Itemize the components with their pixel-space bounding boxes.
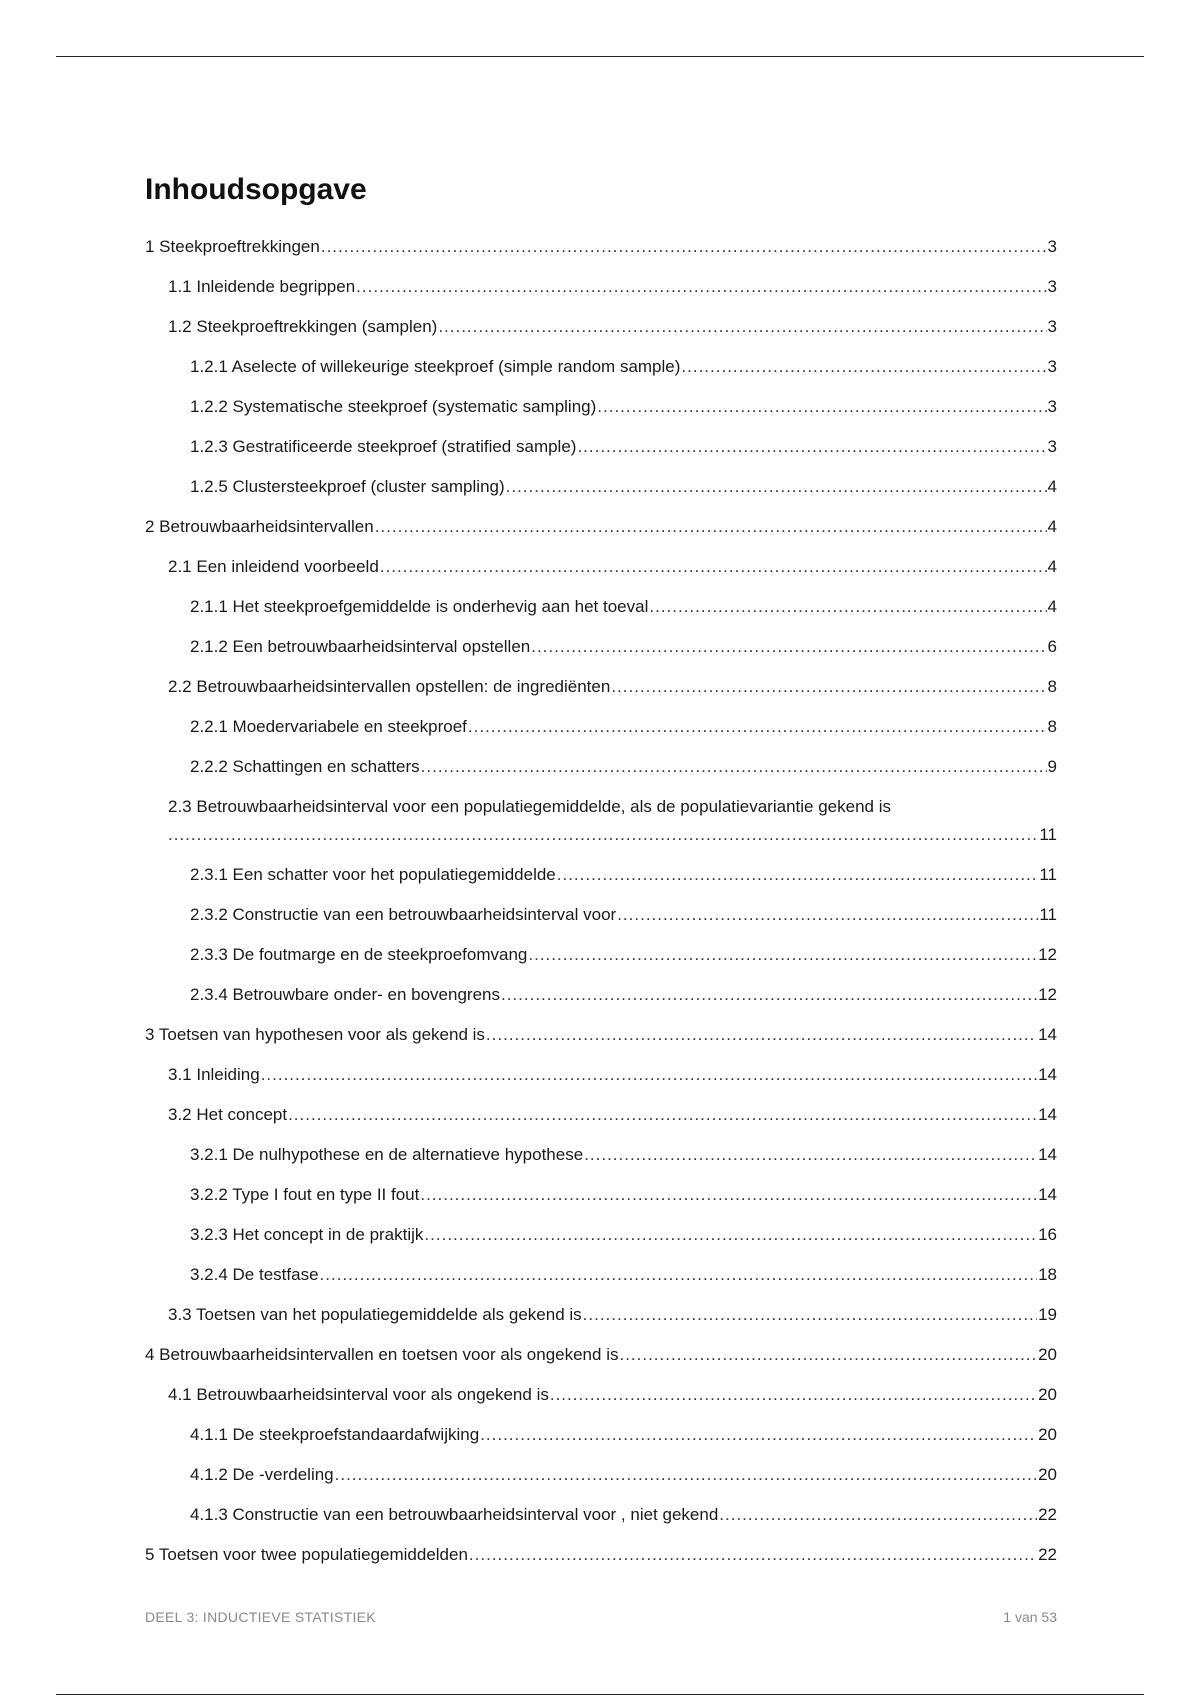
toc-entry[interactable] [145, 1006, 1057, 1046]
toc-entry-text[interactable]: 2.3 Betrouwbaarheidsinterval voor een populatiegemiddelde, als de populatievariantie gekend is [168, 797, 891, 816]
toc-entry[interactable] [145, 258, 1057, 298]
toc-entry[interactable] [145, 1086, 1057, 1126]
toc-dot-leader [486, 1025, 1037, 1045]
toc-entry[interactable] [145, 578, 1057, 618]
toc-entry[interactable] [145, 1286, 1057, 1326]
toc-entry[interactable] [145, 658, 1057, 698]
footer-rule [56, 1694, 1144, 1695]
toc-entry-page[interactable]: 20 [1038, 1345, 1057, 1364]
toc-entry[interactable] [145, 926, 1057, 966]
toc-entry-page[interactable]: 4 [1047, 557, 1057, 576]
toc-dot-leader [584, 1145, 1037, 1165]
toc-entry-page[interactable]: 14 [1038, 1145, 1057, 1164]
toc-entry-text[interactable]: 2.1 Een inleidend voorbeeld [168, 557, 379, 576]
toc-entry[interactable] [145, 738, 1057, 778]
toc-entry[interactable] [145, 1486, 1057, 1526]
toc-dot-leader [577, 437, 1046, 457]
toc-entry-text[interactable]: 2.3.3 De foutmarge en de steekproefomvang [190, 945, 528, 964]
toc-dot-leader [531, 637, 1046, 657]
toc-dot-leader [649, 597, 1046, 617]
toc-entry-page[interactable]: 3 [1047, 397, 1057, 416]
toc-dot-leader [501, 985, 1037, 1005]
toc-entry[interactable] [145, 1526, 1057, 1566]
toc-entry-text[interactable]: 2.3.2 Constructie van een betrouwbaarheidsinterval voor [190, 905, 617, 924]
toc-entry-page[interactable]: 9 [1047, 757, 1057, 776]
toc-dot-leader [617, 905, 1038, 925]
toc-entry-text[interactable]: 2.3.1 Een schatter voor het populatiegemiddelde [190, 865, 556, 884]
toc-entry-text[interactable]: 1.1 Inleidende begrippen [168, 277, 356, 296]
toc-entry[interactable] [145, 778, 1057, 846]
toc-entry-text[interactable]: 4.1.3 Constructie van een betrouwbaarheidsinterval voor , niet gekend [190, 1505, 719, 1524]
toc-dot-leader [583, 1305, 1037, 1325]
toc-entry[interactable] [145, 1366, 1057, 1406]
toc-dot-leader [597, 397, 1046, 417]
toc-dot-leader [681, 357, 1046, 377]
toc-entry[interactable] [145, 1046, 1057, 1086]
toc-entry[interactable] [145, 1246, 1057, 1286]
toc-entry-page[interactable]: 14 [1038, 1065, 1057, 1084]
toc-entry-text[interactable]: 1.2.2 Systematische steekproef (systematic sampling) [190, 397, 597, 416]
toc-title: Inhoudsopgave [145, 173, 367, 206]
toc-dot-leader [421, 757, 1047, 777]
toc-dot-leader [375, 517, 1047, 537]
toc-entry[interactable] [145, 338, 1057, 378]
toc-entry-text[interactable]: 1.2.1 Aselecte of willekeurige steekproef (simple random sample) [190, 357, 681, 376]
toc-entry-text[interactable]: 4.1.2 De -verdeling [190, 1465, 334, 1484]
toc-entry-text[interactable]: 3.2.1 De nulhypothese en de alternatieve hypothese [190, 1145, 584, 1164]
toc-entry-page[interactable]: 22 [1038, 1505, 1057, 1524]
toc-dot-leader [168, 825, 1038, 845]
toc-entry[interactable] [145, 698, 1057, 738]
toc-dot-leader [380, 557, 1047, 577]
toc-entry-page[interactable]: 18 [1038, 1265, 1057, 1284]
footer-section-title: DEEL 3: INDUCTIEVE STATISTIEK [145, 1609, 376, 1625]
toc-entry-text[interactable]: 2.2 Betrouwbaarheidsintervallen opstellen: de ingrediënten [168, 677, 611, 696]
toc-dot-leader [619, 1345, 1037, 1365]
toc-dot-leader [469, 1545, 1037, 1565]
toc-entry-text[interactable]: 3.2.4 De testfase [190, 1265, 319, 1284]
toc-entry-page[interactable]: 4 [1047, 517, 1057, 536]
toc-dot-leader [438, 317, 1046, 337]
toc-dot-leader [356, 277, 1046, 297]
toc-dot-leader [288, 1105, 1037, 1125]
toc-entry-page[interactable]: 11 [1039, 905, 1057, 924]
toc-entry-page[interactable]: 20 [1038, 1385, 1057, 1404]
toc-entry-text[interactable]: 5 Toetsen voor twee populatiegemiddelden [145, 1545, 468, 1564]
toc-dot-leader [557, 865, 1039, 885]
toc-entry[interactable] [145, 1166, 1057, 1206]
toc-entry-text[interactable]: 3.3 Toetsen van het populatiegemiddelde als gekend is [168, 1305, 582, 1324]
toc-entry-text[interactable]: 3.2.3 Het concept in de praktijk [190, 1225, 424, 1244]
toc-entry-text[interactable]: 1.2.3 Gestratificeerde steekproef (stratified sample) [190, 437, 577, 456]
toc-entry-page[interactable]: 3 [1047, 437, 1057, 456]
toc-entry[interactable] [145, 618, 1057, 658]
header-rule [56, 56, 1144, 57]
toc-dot-leader [480, 1425, 1037, 1445]
toc-entry-text[interactable]: 1 Steekproeftrekkingen [145, 237, 320, 256]
toc-entry-page[interactable]: 6 [1047, 637, 1057, 656]
toc-entry-page[interactable]: 16 [1038, 1225, 1057, 1244]
toc-dot-leader [611, 677, 1046, 697]
toc-entry-text[interactable]: 3 Toetsen van hypothesen voor als gekend is [145, 1025, 485, 1044]
toc-entry-text[interactable]: 4 Betrouwbaarheidsintervallen en toetsen voor als ongekend is [145, 1345, 619, 1364]
toc-dot-leader [261, 1065, 1037, 1085]
toc-entry-text[interactable]: 2.1.2 Een betrouwbaarheidsinterval opstellen [190, 637, 531, 656]
toc-entry-page[interactable]: 22 [1038, 1545, 1057, 1564]
toc-entry-text[interactable]: 2.2.1 Moedervariabele en steekproef [190, 717, 467, 736]
footer-page-number: 1 van 53 [1003, 1609, 1057, 1625]
toc-entry-page[interactable]: 4 [1047, 477, 1057, 496]
toc-entry-page[interactable]: 14 [1038, 1185, 1057, 1204]
toc-entry[interactable] [145, 1206, 1057, 1246]
toc-entry-text[interactable]: 3.2 Het concept [168, 1105, 288, 1124]
toc-entry-page[interactable]: 11 [1039, 825, 1057, 844]
toc-entry-text[interactable]: 1.2 Steekproeftrekkingen (samplen) [168, 317, 438, 336]
toc-entry-page[interactable]: 11 [1039, 865, 1057, 884]
toc-entry-text[interactable]: 2.3.4 Betrouwbare onder- en bovengrens [190, 985, 500, 1004]
toc-entry[interactable] [145, 1126, 1057, 1166]
toc-entry[interactable] [145, 1446, 1057, 1486]
toc-entry[interactable] [145, 966, 1057, 1006]
toc-entry-text[interactable]: 3.2.2 Type I fout en type II fout [190, 1185, 420, 1204]
toc-entry[interactable] [145, 1326, 1057, 1366]
toc-dot-leader [424, 1225, 1037, 1245]
document-page [145, 168, 1057, 1566]
toc-entry-text[interactable]: 4.1 Betrouwbaarheidsinterval voor als ongekend is [168, 1385, 549, 1404]
toc-entry-page[interactable]: 20 [1038, 1425, 1057, 1444]
toc-dot-leader [528, 945, 1037, 965]
toc-entry-text[interactable]: 2.2.2 Schattingen en schatters [190, 757, 420, 776]
toc-entry[interactable] [145, 378, 1057, 418]
toc-dot-leader [468, 717, 1047, 737]
toc-dot-leader [550, 1385, 1037, 1405]
toc-entry[interactable] [145, 1406, 1057, 1446]
toc-entry-page[interactable]: 3 [1047, 277, 1057, 296]
toc-entry[interactable] [145, 298, 1057, 338]
toc-entry-text[interactable]: 2.1.1 Het steekproefgemiddelde is onderhevig aan het toeval [190, 597, 649, 616]
toc-entry-page[interactable]: 8 [1047, 677, 1057, 696]
toc-entry-text[interactable]: 3.1 Inleiding [168, 1065, 260, 1084]
toc-entry-page[interactable]: 4 [1047, 597, 1057, 616]
toc-entry-text[interactable]: 2 Betrouwbaarheidsintervallen [145, 517, 374, 536]
toc-entry-page[interactable]: 19 [1038, 1305, 1057, 1324]
toc-entry[interactable] [145, 498, 1057, 538]
toc-entry-text[interactable]: 4.1.1 De steekproefstandaardafwijking [190, 1425, 480, 1444]
toc-entry[interactable] [145, 458, 1057, 498]
toc-entry[interactable] [145, 418, 1057, 458]
toc-entry-page[interactable]: 3 [1047, 237, 1057, 256]
toc-dot-leader [335, 1465, 1037, 1485]
toc-entry[interactable] [145, 538, 1057, 578]
toc-entry-page[interactable]: 14 [1038, 1025, 1057, 1044]
toc-entry-page[interactable]: 14 [1038, 1105, 1057, 1124]
toc-entry[interactable] [145, 886, 1057, 926]
toc-entry-text[interactable]: 1.2.5 Clustersteekproef (cluster sampling) [190, 477, 505, 496]
toc-entry-page[interactable]: 3 [1047, 317, 1057, 336]
toc-entry-page[interactable]: 12 [1038, 945, 1057, 964]
toc-dot-leader [719, 1505, 1037, 1525]
toc-entry-page[interactable]: 3 [1047, 357, 1057, 376]
toc-entry[interactable] [145, 218, 1057, 258]
toc-dot-leader [321, 237, 1047, 257]
toc-entry-page[interactable]: 8 [1047, 717, 1057, 736]
toc-dot-leader [420, 1185, 1037, 1205]
toc-entry-page[interactable]: 12 [1038, 985, 1057, 1004]
toc-dot-leader [320, 1265, 1038, 1285]
toc-entry-page[interactable]: 20 [1038, 1465, 1057, 1484]
toc-entry[interactable] [145, 846, 1057, 886]
toc-dot-leader [506, 477, 1047, 497]
table-of-contents [145, 218, 1057, 1566]
